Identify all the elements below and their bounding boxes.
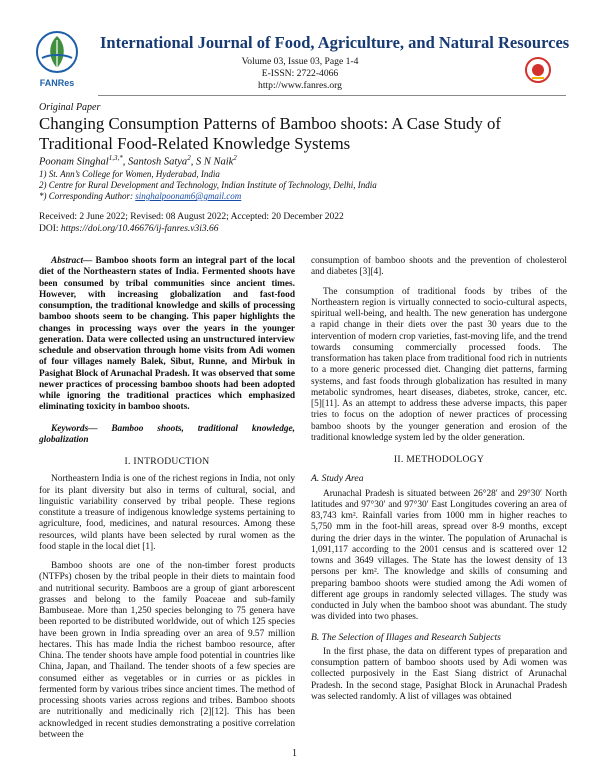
page-number: 1 [292, 748, 297, 759]
right-column [311, 256, 567, 703]
author-affil-marker: 1,3,* [108, 154, 123, 162]
author-name: Poonam Singhal [39, 156, 109, 168]
corresponding-label: *) Corresponding Author: [39, 191, 136, 201]
left-column [39, 256, 295, 741]
subsection-study-area: A. Study Area [311, 473, 364, 485]
paragraph-selection: In the first phase, the data on different types of preparation and consumption pattern of bamboo shoots used by Adi women was collected purposively in the East Siang district of Arunachal Pradesh. In the second stage, Pasighat Block in Arunachal Pradesh was selected randomly. A list of villages was obtained [311, 646, 567, 702]
abstract [39, 256, 295, 414]
corresponding-author [39, 191, 579, 202]
submission-dates: Received: 2 June 2022; Revised: 08 August 2022; Accepted: 20 December 2022 [39, 212, 344, 222]
intro-paragraph-1: Northeastern India is one of the richest regions in India, not only for its plant diversity but also in terms of cultural, social, and linguistic variability conserved by tribal people. These regions constitute a treasure of indigenous knowledge systems pertaining to agriculture, food, medicines, and natural resources. Among these resources, wild plants have been selected by rural women as the food staple in the local diet [1]. [39, 474, 295, 552]
doi-link[interactable]: https://doi.org/10.46676/ij-fanres.v3i3.66 [60, 224, 219, 234]
doi [39, 224, 219, 234]
eissn: E-ISSN: 2722-4066 [261, 68, 339, 79]
abstract-text: Bamboo shoots form an integral part of the local diet of the Northeastern states of India. Fermented shoots have been consumed by tribal communities since ancient times. However, with increasing globalization and fast-food consumption, the traditional knowledge and skills of processing bamboo shoots seem to be changing. This paper highlights the changes in processing ways over the years in the younger generation. Data were collected using an unstructured interview schedule and observation through home visits from Adi women of four villages namely Balek, Sibut, Runne, and Mirbuk in Pasighat Block of Arunachal Pradesh. It was observed that some newer practices of processing bamboo shoots had been adopted while ignoring the traditional practices which emphasized eliminating toxicity in bamboo shoots. [39, 256, 295, 413]
doi-label: DOI: [39, 224, 61, 234]
corresponding-email-link[interactable]: singhalpoonam6@gmail.com [135, 191, 242, 201]
abstract-label: Abstract— [51, 256, 93, 266]
paper-title: Changing Consumption Patterns of Bamboo shoots: A Case Study of Traditional Food-Related Knowledge Systems [39, 114, 501, 153]
header-divider [98, 95, 566, 96]
section-heading-methodology: II. METHODOLOGY [393, 454, 485, 465]
paragraph-continued: consumption of bamboo shoots and the prevention of cholesterol and diabetes [3][4]. [311, 256, 567, 278]
author-list: Poonam Singhal$^{1,3,*}$, Santosh Satya$^2$, S N Naik$^2$ [39, 154, 237, 168]
journal-header [0, 0, 600, 96]
author-name: S N Naik [195, 156, 234, 168]
keywords: Keywords— Bamboo shoots, traditional knowledge, globalization [39, 423, 295, 445]
journal-url[interactable]: http://www.fanres.org [258, 80, 342, 91]
publisher-logo [524, 56, 552, 84]
section-heading-introduction: I. INTRODUCTION [124, 456, 210, 467]
author-affil-marker: 2 [187, 154, 191, 162]
issue-line: Volume 03, Issue 03, Page 1-4 [241, 56, 359, 67]
paragraph-study-area: Arunachal Pradesh is situated between 26°28′ and 29°30′ North latitudes and 97°30′ and 97°30′ East Longitudes covering an area of 83,743 km². Rainfall varies from 1000 mm in higher reaches to 5,750 mm in the foot-hill areas, spread over 8-9 months, except during the drier days in the winter. The population of Arunachal is 1,091,117 according to the 2001 census and is scattered over 12 towns and 3649 villages. The State has the lowest density of 13 persons per km². The knowledge and skills of consuming and preparing bamboo shoots were studied among the Adi women of different age groups in randomly selected villages. The study was conducted in July when the bamboo shoot was abundant. The study was divided into two phases. [311, 488, 567, 623]
paper-type: Original Paper [39, 102, 101, 113]
affiliation-1: 1) St. Ann’s College for Women, Hyderabad, India [39, 169, 220, 179]
intro-paragraph-2: Bamboo shoots are one of the non-timber forest products (NTFPs) chosen by the tribal people in their diets to maintain food and nutritional security. Bamboos are a group of giant arborescent grasses and belong to the family Poaceae and sub-family Bambuseae. More than 1,250 species belonging to 75 genera have been reported to be distributed worldwide, out of which 125 species have been grown in India spreading over an area of 9.57 million hectares. This has made India the richest bamboo resource, after China. The tender shoots have ample food potential in countries like China, Japan, and Thailand. The tender shoots of a few species are consumed either as vegetables or in curries or as pickles in fermented form by various tribes since ancient times. The method of processing shoots varies across regions and tribes. Bamboo shoots are nutritionally and medicinally rich [2][12]. This has been acknowledged in recent studies demonstrating a positive correlation between the [39, 561, 295, 740]
svg-text:FANRes: FANRes [39, 78, 75, 88]
subsection-selection: B. The Selection of Illages and Research Subjects [311, 631, 501, 643]
affiliation-2: 2) Centre for Rural Development and Technology, Indian Institute of Technology, Delhi, India [39, 180, 377, 190]
fanres-logo [30, 28, 84, 90]
paragraph-traditional-foods: The consumption of traditional foods by tribes of the Northeastern region is virtually connected to socio-cultural aspects, spiritual well-being, and health. The new generation has undergone a rapid change in their diets over the past 30 years due to the intervention of modern crop varieties, fast-moving life, and the trend towards consuming commercially processed foods. The transformation has taken place from traditional food rich in nutrients to a more generic processed diet. Changing diet patterns, farming systems, and fast foods through globalization has resulted in many metabolic syndromes, heart diseases, diabetes, stroke, cancer, etc. [5][11]. As an attempt to address these adverse impacts, this paper tries to focus on the adoption of newer practices of processing bamboo shoots by the younger generation and erosion of the traditional knowledge system led by the older generation. [311, 286, 567, 443]
author-affil-marker: 2 [233, 154, 237, 162]
journal-title: International Journal of Food, Agriculture, and Natural Resources [100, 33, 570, 52]
issue-info [180, 56, 420, 92]
author-name: Santosh Satya [127, 156, 188, 168]
